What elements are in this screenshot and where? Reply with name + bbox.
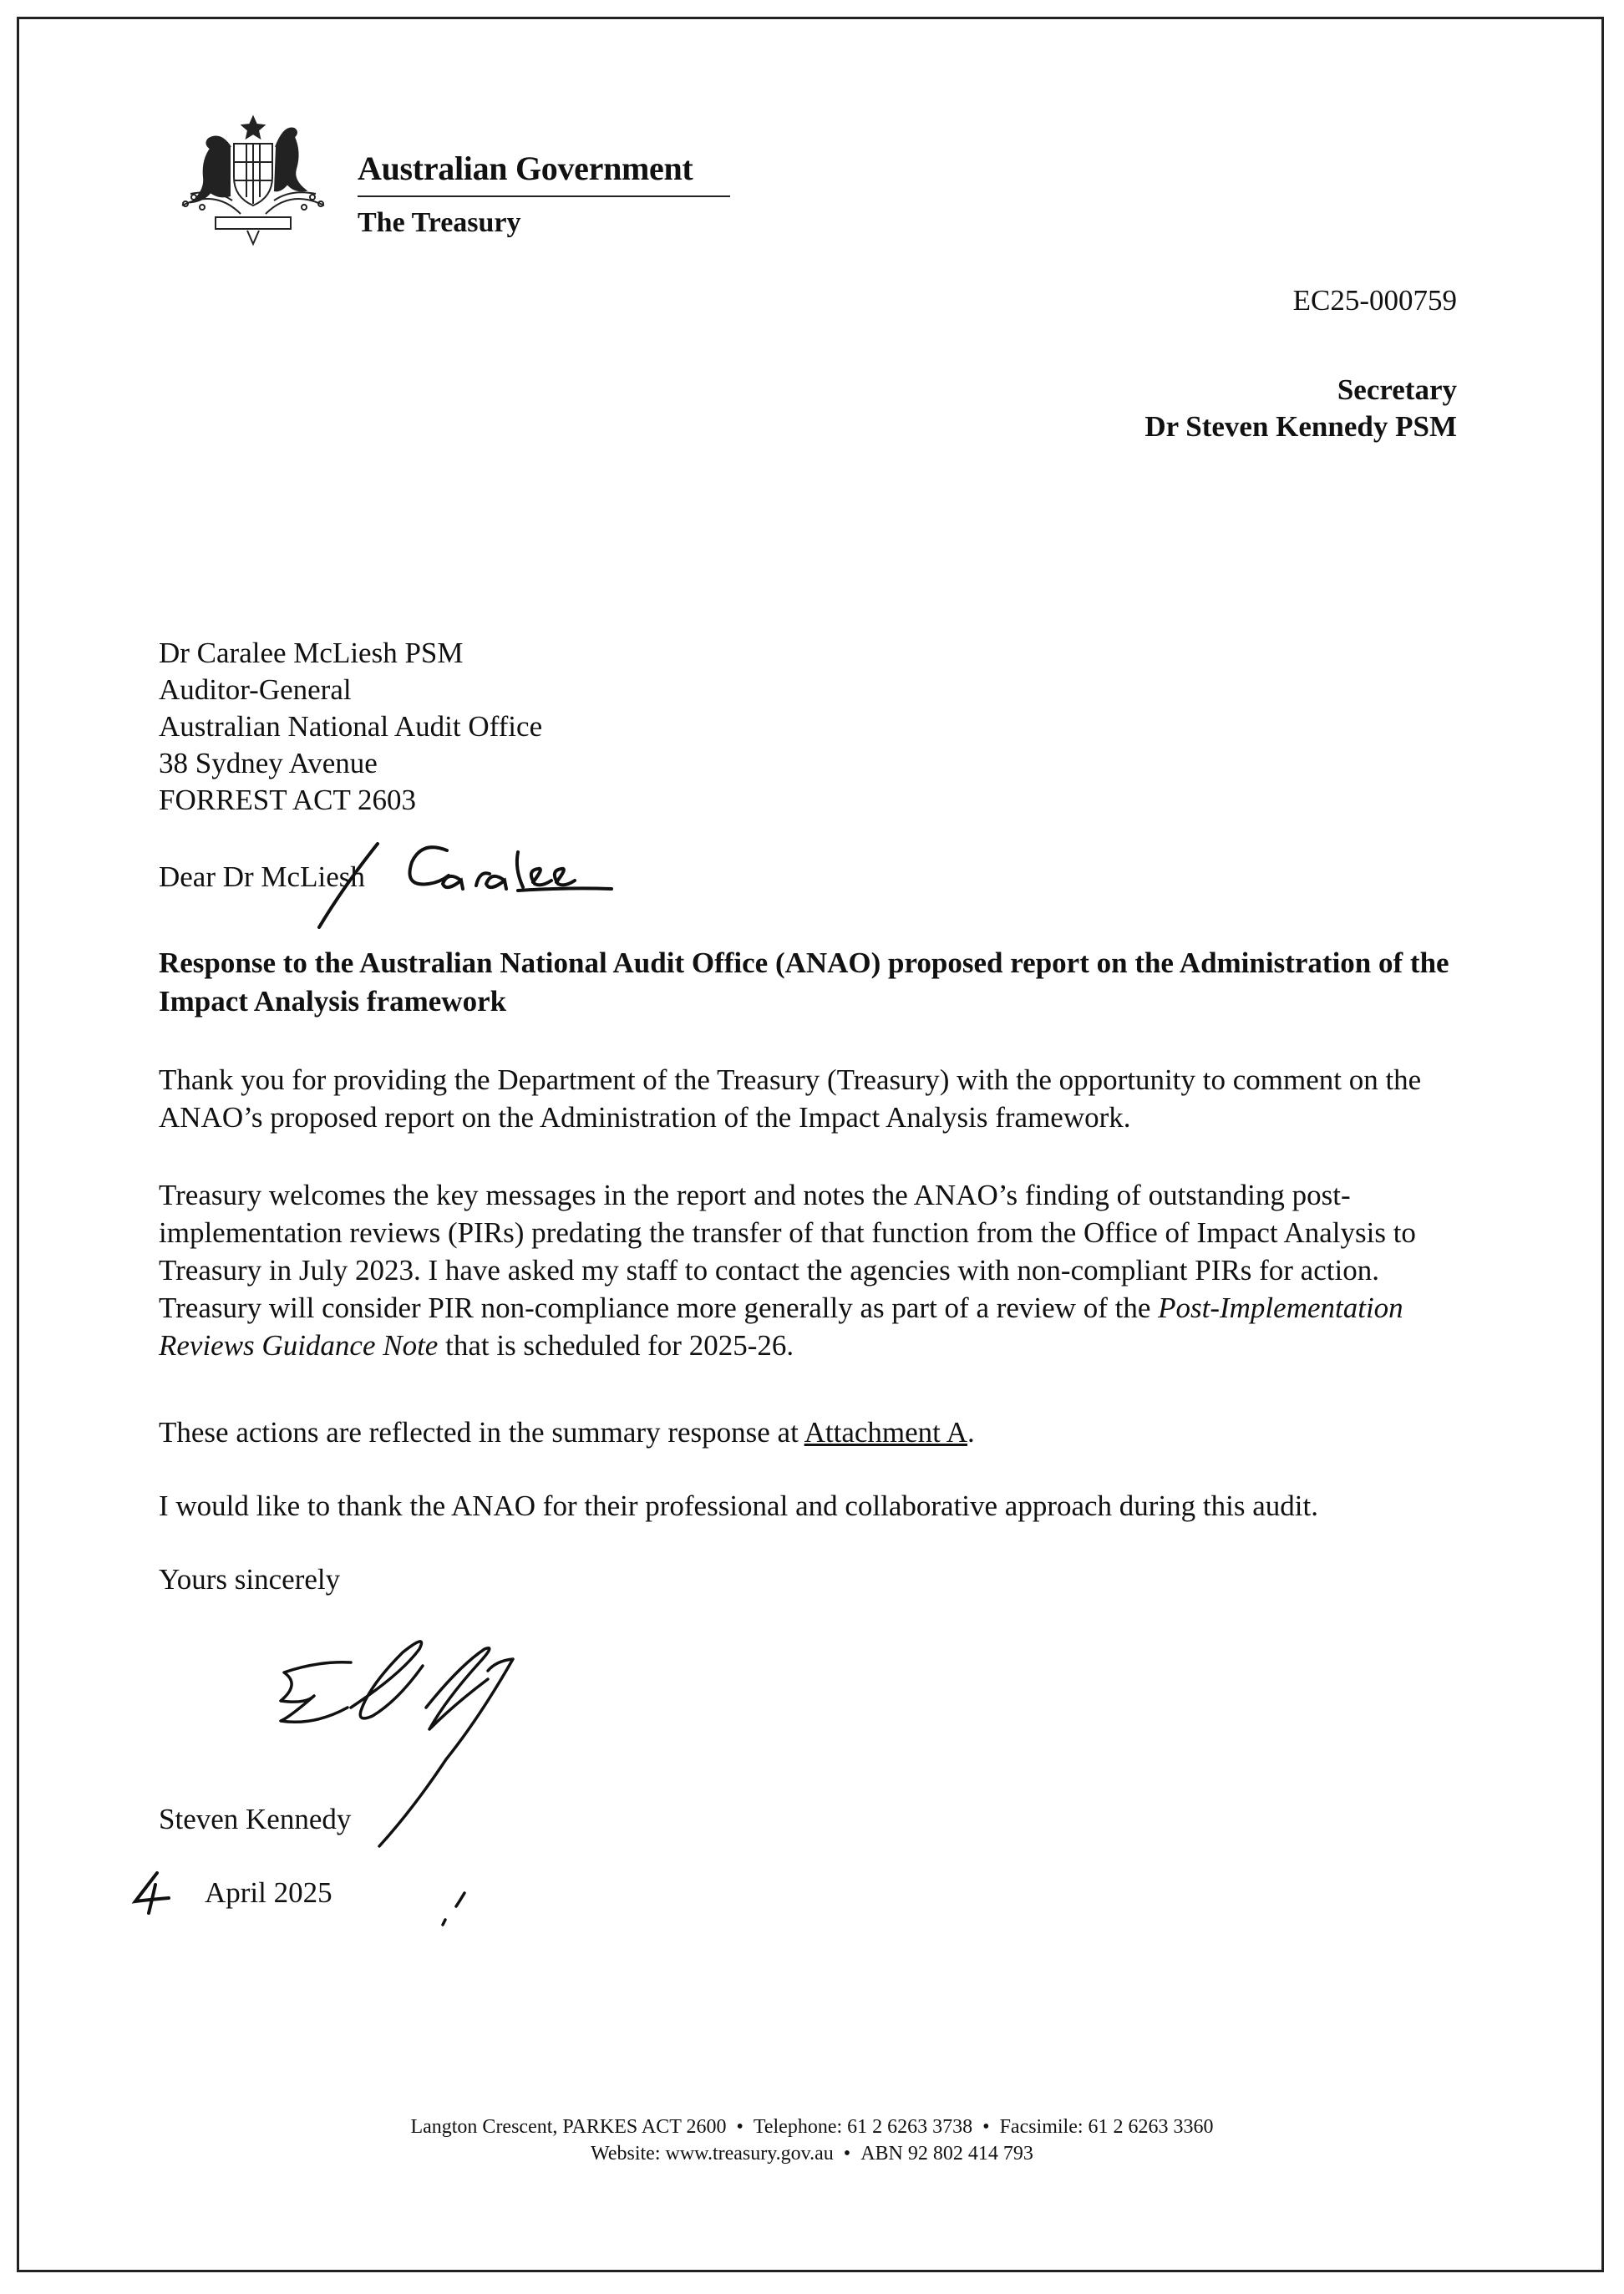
body-text: Treasury welcomes the key messages in the report and notes the ANAO’s finding of outstanding post-implementation reviews (PIRs) predating the transfer of that function from the Office of Impact Analysis to Treasury in July 2023. I have asked my staff to contact the agencies with non-compliant PIRs for action. Treasury will consider PIR non-compliance more generally as part of a review of the (159, 1179, 1416, 1324)
handwritten-day (127, 1868, 177, 1918)
address-line: Australian National Audit Office (159, 710, 543, 743)
footer-bullet: • (843, 2143, 851, 2165)
body-paragraph (159, 1176, 1479, 1364)
letter-date: April 2025 (205, 1876, 332, 1909)
body-text: These actions are reflected in the summary response at (159, 1416, 804, 1449)
address-line: Dr Caralee McLiesh PSM (159, 637, 464, 669)
sender-title: Secretary (1337, 373, 1457, 406)
body-paragraph: Thank you for providing the Department of the Treasury (Treasury) with the opportunity to comment on the ANAO’s proposed report on the Administration of the Impact Analysis framework. (159, 1063, 1422, 1134)
footer-telephone: Telephone: 61 2 6263 3738 (753, 2116, 973, 2138)
salutation: Dear Dr McLiesh (159, 860, 365, 893)
subject-heading: Response to the Australian National Audit Office (ANAO) proposed report on the Administration of the Impact Analysis framework (159, 947, 1449, 1018)
footer (0, 2114, 1624, 2167)
footer-bullet: • (982, 2116, 990, 2138)
footer-facsimile: Facsimile: 61 2 6263 3360 (999, 2116, 1214, 2138)
letterhead-divider (358, 195, 730, 197)
body-paragraph: I would like to thank the ANAO for their professional and collaborative approach during this audit. (159, 1490, 1318, 1522)
body-text: that is scheduled for 2025-26. (438, 1329, 794, 1362)
department-name: The Treasury (358, 207, 521, 238)
address-line: 38 Sydney Avenue (159, 747, 378, 779)
address-line: FORREST ACT 2603 (159, 784, 416, 816)
footer-abn: ABN 92 802 414 793 (860, 2143, 1033, 2165)
footer-line-1 (0, 2114, 1624, 2140)
body-text: . (967, 1416, 975, 1449)
sender-block (1144, 372, 1457, 445)
guidance-note-title: Post-Implementation Reviews Guidance Note (159, 1292, 1403, 1362)
footer-address: Langton Crescent, PARKES ACT 2600 (410, 2116, 727, 2138)
coat-of-arms-icon (165, 114, 341, 247)
letter-page (17, 17, 1604, 2272)
handwritten-caralee (276, 827, 627, 936)
signatory-name: Steven Kennedy (159, 1803, 352, 1835)
body-paragraph (159, 1413, 1479, 1451)
address-line: Auditor-General (159, 673, 352, 706)
closing: Yours sincerely (159, 1563, 341, 1596)
attachment-a-link[interactable]: Attachment A (804, 1416, 967, 1449)
recipient-address (159, 635, 542, 819)
reference-number: EC25-000759 (1292, 284, 1457, 317)
footer-line-2 (0, 2140, 1624, 2167)
footer-website: Website: www.treasury.gov.au (591, 2143, 834, 2165)
footer-bullet: • (736, 2116, 743, 2138)
government-name: Australian Government (358, 150, 693, 187)
sender-name: Dr Steven Kennedy PSM (1144, 410, 1457, 443)
